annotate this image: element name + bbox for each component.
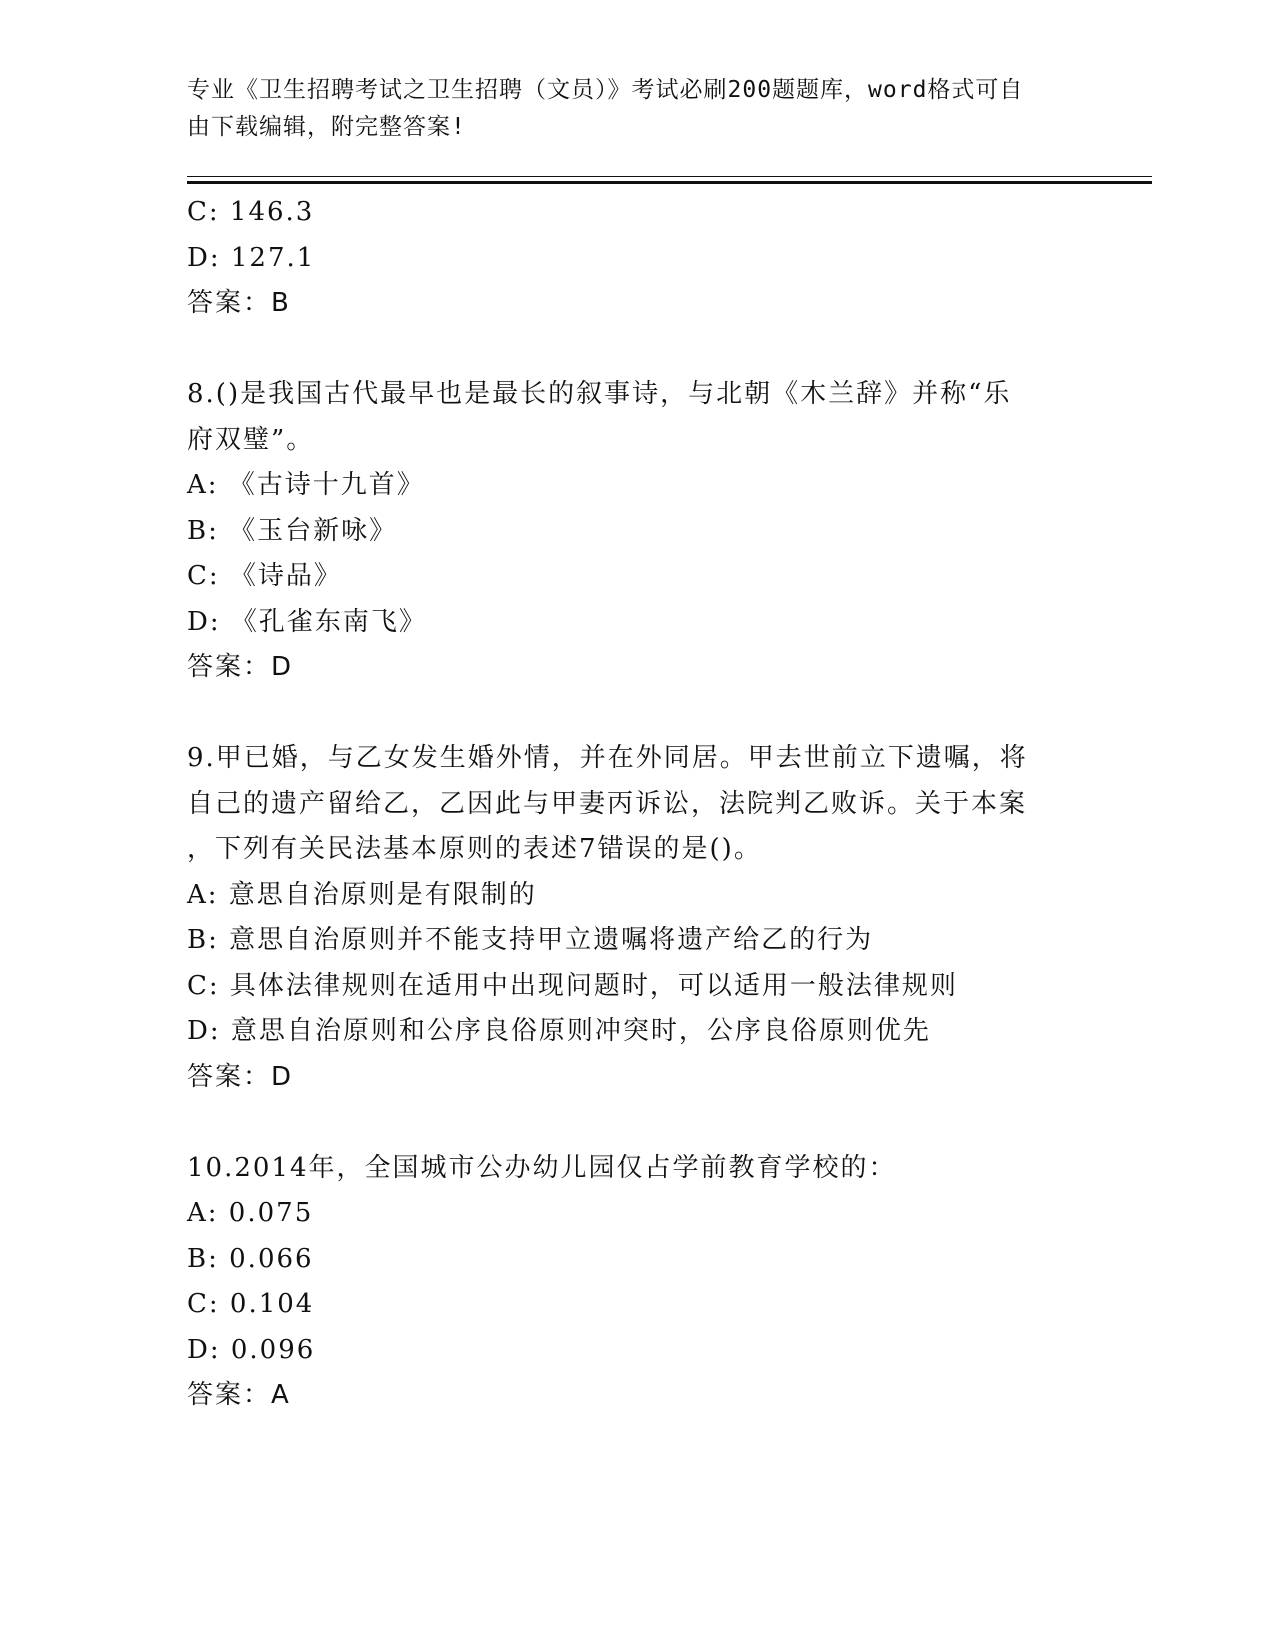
question-9-option-c: C: 具体法律规则在适用中出现问题时，可以适用一般法律规则 <box>187 970 958 1001</box>
question-9-stem-line-3: ，下列有关民法基本原则的表述7错误的是()。 <box>187 834 762 864</box>
question-9-stem-line-1: 9.甲已婚，与乙女发生婚外情，并在外同居。甲去世前立下遗嘱，将 <box>187 743 1028 773</box>
question-10-option-a: A: 0.075 <box>187 1198 314 1228</box>
header-line-2: 由下载编辑，附完整答案! <box>187 114 466 140</box>
question-content <box>187 190 1067 1419</box>
question-8-option-b: B: 《玉台新咏》 <box>187 515 398 546</box>
question-9-stem-line-2: 自己的遗产留给乙，乙因此与甲妻丙诉讼，法院判乙败诉。关于本案 <box>187 788 1028 819</box>
question-10-option-b: B: 0.066 <box>187 1243 314 1274</box>
question-10-answer: 答案：A <box>187 1380 291 1410</box>
question-10-option-c: C: 0.104 <box>187 1289 315 1319</box>
document-header <box>187 72 1067 146</box>
question-9-answer: 答案：D <box>187 1061 294 1092</box>
question-8-option-c: C: 《诗品》 <box>187 561 342 591</box>
question-7-tail <box>187 190 1067 327</box>
question-8-stem-line-2: 府双璧”。 <box>187 424 315 455</box>
header-line-1: 专业《卫生招聘考试之卫生招聘（文员）》考试必刷200题题库，word格式可自 <box>187 77 1024 103</box>
question-9 <box>187 736 1067 1100</box>
question-8-option-a: A: 《古诗十九首》 <box>187 470 425 500</box>
question-9-option-d: D: 意思自治原则和公序良俗原则冲突时，公序良俗原则优先 <box>187 1016 931 1046</box>
question-8-answer: 答案：D <box>187 652 294 682</box>
header-divider-thin <box>187 176 1152 177</box>
question-8-stem-line-1: 8.()是我国古代最早也是最长的叙事诗，与北朝《木兰辞》并称“乐 <box>187 379 1012 409</box>
question-7-option-c: C: 146.3 <box>187 197 315 227</box>
spacer <box>187 691 1067 737</box>
spacer <box>187 327 1067 373</box>
question-8-option-d: D: 《孔雀东南飞》 <box>187 606 427 637</box>
header-divider-thick <box>187 181 1152 184</box>
question-8 <box>187 372 1067 691</box>
question-7-answer: 答案：B <box>187 288 291 318</box>
question-10 <box>187 1146 1067 1419</box>
question-7-option-d: D: 127.1 <box>187 242 316 273</box>
question-10-option-d: D: 0.096 <box>187 1334 316 1365</box>
question-10-stem-line-1: 10.2014年，全国城市公办幼儿园仅占学前教育学校的： <box>187 1152 897 1183</box>
question-9-option-a: A: 意思自治原则是有限制的 <box>187 879 537 910</box>
spacer <box>187 1100 1067 1146</box>
question-9-option-b: B: 意思自治原则并不能支持甲立遗嘱将遗产给乙的行为 <box>187 925 874 955</box>
